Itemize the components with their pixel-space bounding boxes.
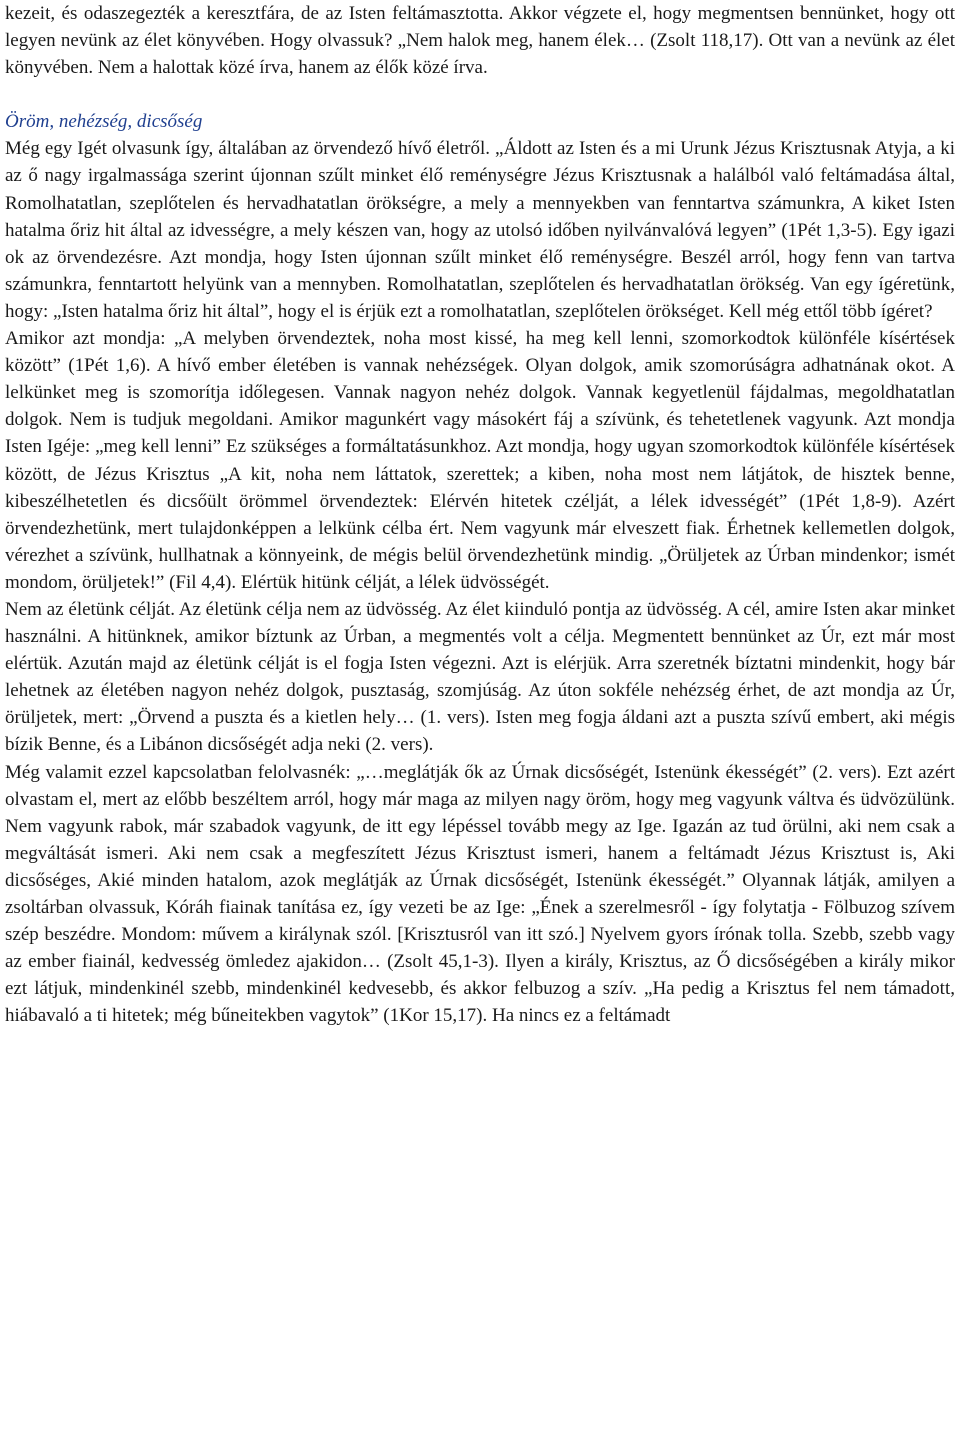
body-paragraph-3: Nem az életünk célját. Az életünk célja nem az üdvösség. Az élet kiinduló pontja az üdvösség. A cél, amire Isten akar minket használni. A hitünknek, amikor bíztunk az Úrban, a megmentés volt a célja. Megmentett bennünket az Úr, ezt már most elértük. Azután majd az életünk célját is el fogja Isten végezni. Azt is elérjük. Arra szeretnék bíztatni mindenkit, hogy bár lehetnek az életében nagyon nehéz dolgok, pusztaság, szomjúság. Az úton sokféle nehézség érhet, de azt mondja az Úr, örüljetek, mert: „Örvend a puszta és a kietlen hely… (1. vers). Isten meg fogja áldani azt a puszta szívű embert, aki mégis bízik Benne, és a Libánon dicsőségét adja neki (2. vers).: [5, 598, 955, 756]
section-heading: Öröm, nehézség, dicsőség: [5, 111, 203, 133]
body-paragraph-1: Még egy Igét olvasunk így, általában az örvendező hívő életről. „Áldott az Isten és a mi Urunk Jézus Krisztusnak Atyja, a ki az ő nagy irgalmassága szerint újonnan szűlt minket élő reménységre Jézus Krisztusnak a halálból való feltámadása által, Romolhatatlan, szeplőtelen és hervadhatatlan örökségre, a mely a mennyekben van fenntartva számunkra, A kiket Isten hatalma őriz hit által az idvességre, a mely készen van, hogy az utolsó időben nyilvánvalóvá legyen” (1Pét 1,3-5). Egy igazi ok az örvendezésre. Azt mondja, hogy Isten újonnan szűlt minket élő reménységre. Beszél arról, hogy fenn van tartva számunkra, fenntartott helyünk van a mennyben. Romolhatatlan, szeplőtelen és hervadhatatlan örökség. Van egy ígéretünk, hogy: „Isten hatalma őriz hit által”, hogy el is érjük ezt a romolhatatlan, szeplőtelen örökséget. Kell még ettől több ígéret?: [5, 138, 955, 322]
body-paragraph-2: Amikor azt mondja: „A melyben örvendeztek, noha most kissé, ha meg kell lenni, szomorkodtok különféle kísértések között” (1Pét 1,6). A hívő ember életében is vannak nehézségek. Olyan dolgok, amik szomorúságra adhatnának okot. A lelkünket meg is szomorítja időlegesen. Vannak nagyon nehéz dolgok. Vannak kegyetlenül fájdalmas, megoldhatatlan dolgok. Nem is tudjuk megoldani. Amikor magunkért vagy másokért fáj a szívünk, és tehetetlenek vagyunk. Azt mondja Isten Igéje: „meg kell lenni” Ez szükséges a formáltatásunkhoz. Azt mondja, hogy ugyan szomorkodtok különféle kísértések között, de Jézus Krisztus „A kit, noha nem láttatok, szerettek; a kiben, noha most nem látjátok, de hisztek benne, kibeszélhetetlen és dicsőült örömmel örvendeztek: Elérvén hitetek czélját, a lélek idvességét” (1Pét 1,8-9). Azért örvendezhetünk, mert tulajdonképpen a lelkünk célba ért. Nem vagyunk már elveszett fiak. Érhetnek kellemetlen dolgok, vérezhet a szívünk, hullhatnak a könnyeink, de mégis belül örvendezhetünk mindig. „Örüljetek az Úrban mindenkor; ismét mondom, örüljetek!” (Fil 4,4). Elértük hitünk célját, a lélek üdvösségét.: [5, 328, 955, 593]
body-paragraph-intro: kezeit, és odaszegezték a keresztfára, de az Isten feltámasztotta. Akkor végzete el, hogy megmentsen bennünket, hogy ott legyen nevünk az élet könyvében. Hogy olvassuk? „Nem halok meg, hanem élek… (Zsolt 118,17). Ott van a nevünk az élet könyvében. Nem a halottak közé írva, hanem az élők közé írva.: [5, 3, 955, 79]
document-page: [5, 0, 955, 1029]
body-paragraph-4: Még valamit ezzel kapcsolatban felolvasnék: „…meglátják ők az Úrnak dicsőségét, Istenünk ékességét” (2. vers). Ezt azért olvastam el, mert az előbb beszéltem arról, hogy már maga az milyen nagy öröm, hogy meg vagyunk váltva és üdvözülünk. Nem vagyunk rabok, már szabadok vagyunk, de itt egy lépéssel tovább megy az Ige. Igazán az tud örülni, aki nem csak a megváltását ismeri. Aki nem csak a megfeszített Jézus Krisztust ismeri, hanem a feltámadt Jézus Krisztust is, Aki dicsőséges, Akié minden hatalom, azok meglátják az Úrnak dicsőségét, Istenünk ékességét.” Olyannak látják, amilyen a zsoltárban olvassuk, Kóráh fiainak tanítása ez, így vezeti be az Ige: „Ének a szerelmesről - így folytatja - Fölbuzog szívem szép beszédre. Mondom: művem a királynak szól. [Krisztusról van itt szó.] Nyelvem gyors írónak tolla. Szebb, szebb vagy az ember fiainál, kedvesség ömledez ajakidon… (Zsolt 45,1-3). Ilyen a király, Krisztus, az Ő dicsőségében a király mikor ezt látjuk, mindenkinél szebb, mindenkinél kedvesebb, és akkor felbuzog a szív. „Ha pedig a Krisztus fel nem támadott, hiábavaló a ti hitetek; még bűneitekben vagytok” (1Kor 15,17). Ha nincs ez a feltámadt: [5, 761, 955, 1027]
